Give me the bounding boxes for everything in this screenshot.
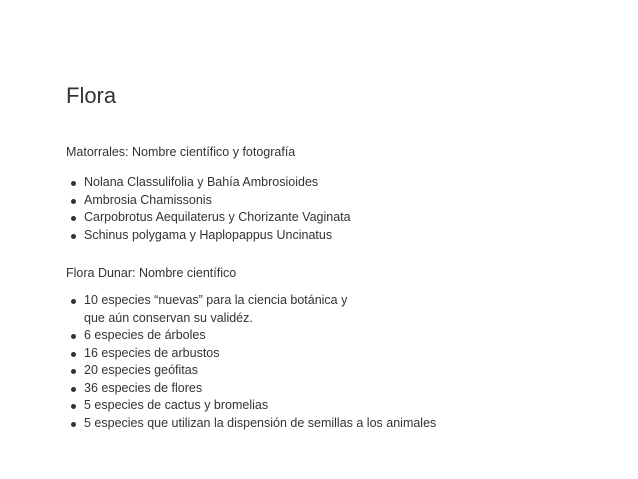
- list-item: [70, 397, 436, 415]
- list-item-text: 5 especies que utilizan la dispensión de semillas a los animales: [84, 415, 437, 430]
- bullet-icon: [71, 369, 76, 374]
- list-item-text: Nolana Classulifolia y Bahía Ambrosioides: [84, 175, 319, 189]
- bullet-icon: [71, 299, 76, 304]
- page-title: Flora: [66, 83, 117, 108]
- list-item-text: 36 especies de flores: [84, 380, 203, 395]
- list-item-text: 6 especies de árboles: [84, 328, 206, 342]
- matorrales-heading: Matorrales: Nombre científico y fotografía: [66, 145, 296, 159]
- flora-dunar-heading: Flora Dunar: Nombre científico: [66, 266, 237, 280]
- list-item-text-continuation: que aún conservan su validéz.: [84, 310, 253, 325]
- list-item: [70, 345, 436, 363]
- bullet-icon: [71, 199, 76, 204]
- list-item: [70, 380, 436, 398]
- bullet-icon: [71, 352, 76, 357]
- list-item: [70, 209, 351, 227]
- bullet-icon: [71, 422, 76, 427]
- bullet-icon: [71, 181, 76, 186]
- list-item-text: 10 especies “nuevas” para la ciencia botánica y: [84, 293, 348, 307]
- list-item: [70, 415, 436, 433]
- list-item: [70, 292, 436, 327]
- list-item: [70, 227, 351, 245]
- list-item-text: Ambrosia Chamissonis: [84, 192, 212, 207]
- bullet-icon: [71, 216, 76, 221]
- list-item-text: Carpobrotus Aequilaterus y Chorizante Vaginata: [84, 210, 351, 224]
- bullet-icon: [71, 334, 76, 339]
- list-item: [70, 327, 436, 345]
- list-item: [70, 362, 436, 380]
- list-item-text: 16 especies de arbustos: [84, 345, 220, 360]
- matorrales-list: [70, 174, 351, 244]
- list-item-text: 20 especies geófitas: [84, 363, 198, 377]
- list-item-text: 5 especies de cactus y bromelias: [84, 398, 269, 412]
- bullet-icon: [71, 387, 76, 392]
- bullet-icon: [71, 234, 76, 239]
- bullet-icon: [71, 404, 76, 409]
- list-item: [70, 192, 351, 210]
- flora-dunar-list: [70, 292, 436, 432]
- list-item-text: Schinus polygama y Haplopappus Uncinatus: [84, 227, 333, 242]
- list-item: [70, 174, 351, 192]
